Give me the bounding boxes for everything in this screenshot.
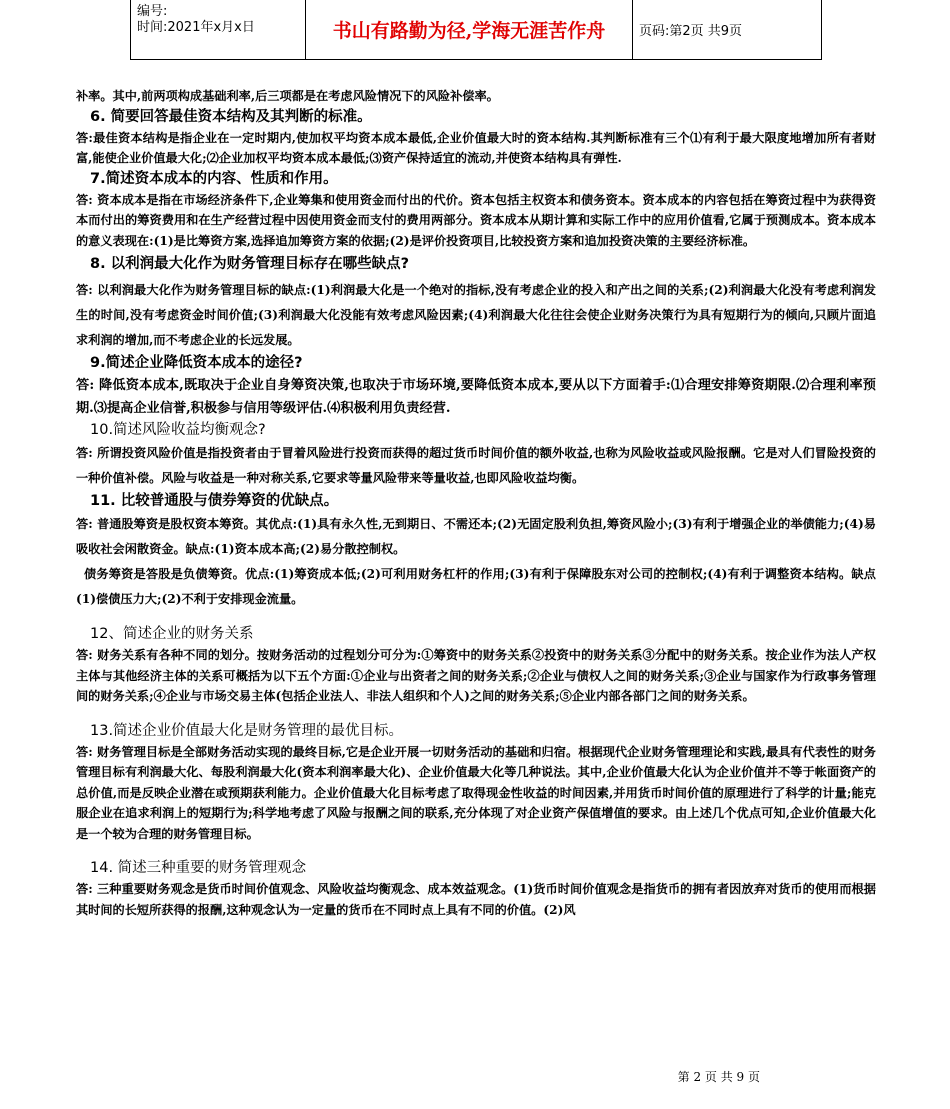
header-motto: 书山有路勤为径,学海无涯苦作舟 [306, 0, 633, 59]
answer-11-common-stock: 答: 普通股筹资是股权资本筹资。其优点:(1)具有永久性,无到期日、不需还本;(2)无固定股利负担,筹资风险小;(3)有利于增强企业的举债能力;(4)易吸收社会闲散资金。缺点:(1)资本成本高;(2)易分散控制权。 [76, 517, 876, 556]
header-meta [131, 0, 306, 59]
answer-13: 答: 财务管理目标是全部财务活动实现的最终目标,它是企业开展一切财务活动的基础和归宿。根据现代企业财务管理理论和实践,最具有代表性的财务管理目标有利润最大化、每股利润最大化(资本利润率最大化)、企业价值最大化等几种说法。其中,企业价值最大化认为企业价值并不等于帐面资产的总价值,而是反映企业潜在或预期获利能力。企业价值最大化目标考虑了取得现金性收益的时间因素,并用货币时间价值的原理进行了科学的计量;能克服企业在追求利润上的短期行为;科学地考虑了风险与报酬之间的联系,充分体现了对企业资产保值增值的要求。由上述几个优点可知,企业价值最大化是一个较为合理的财务管理目标。 [76, 744, 876, 841]
question-12: 12、简述企业的财务关系 [90, 626, 254, 642]
page-footer: 第 2 页 共 9 页 [677, 1070, 760, 1084]
answer-14: 答: 三种重要财务观念是货币时间价值观念、风险收益均衡观念、成本效益观念。(1)货币时间价值观念是指货币的拥有者因放弃对货币的使用而根据其时间的长短所获得的报酬,这种观念认为一定量的货币在不同时点上具有不同的价值。(2)风 [76, 882, 876, 917]
number-label: 编号: [137, 4, 168, 19]
question-10: 10.简述风险收益均衡观念? [90, 422, 266, 438]
answer-11-bonds: 债务筹资是答股是负债筹资。优点:(1)筹资成本低;(2)可利用财务杠杆的作用;(3)有利于保障股东对公司的控制权;(4)有利于调整资本结构。缺点(1)偿债压力大;(2)不利于安排现金流量。 [76, 567, 876, 606]
question-8: 8. 以利润最大化作为财务管理目标存在哪些缺点? [90, 256, 410, 272]
question-13: 13.简述企业价值最大化是财务管理的最优目标。 [90, 722, 404, 739]
question-14: 14. 简述三种重要的财务管理观念 [90, 860, 307, 876]
question-11: 11. 比较普通股与债券筹资的优缺点。 [90, 493, 339, 509]
question-7: 7.简述资本成本的内容、性质和作用。 [90, 170, 338, 187]
answer-12: 答: 财务关系有各种不同的划分。按财务活动的过程划分可分为:①筹资中的财务关系②投资中的财务关系③分配中的财务关系。按企业作为法人产权主体与其他经济主体的关系可概括为以下五个方面:①企业与出资者之间的财务关系;②企业与债权人之间的财务关系;③企业与国家作为行政事务管理间的财务关系;④企业与市场交易主体(包括企业法人、非法人组织和个人)之间的财务关系;⑤企业内部各部门之间的财务关系。 [76, 648, 876, 703]
answer-7: 答: 资本成本是指在市场经济条件下,企业筹集和使用资金而付出的代价。资本包括主权资本和债务资本。资本成本的内容包括在筹资过程中为获得资本而付出的筹资费用和在生产经营过程中因使用资金而支付的费用两部分。资本成本从期计算和实际工作中的应用价值看,它属于预测成本。资本成本的意义表现在:(1)是比筹资方案,选择追加筹资方案的依据;(2)是评价投资项目,比较投资方案和追加投资决策的主要经济标准。 [76, 192, 876, 248]
document-body [76, 86, 876, 920]
question-6: 6. 简要回答最佳资本结构及其判断的标准。 [90, 108, 372, 125]
answer-8: 答: 以利润最大化作为财务管理目标的缺点:(1)利润最大化是一个绝对的指标,没有考虑企业的投入和产出之间的关系;(2)利润最大化没有考虑利润发生的时间,没有考虑资金时间价值;(3)利润最大化没能有效考虑风险因素;(4)利润最大化往往会使企业财务决策行为具有短期行为的倾向,只顾片面追求利润的增加,而不考虑企业的长远发展。 [76, 283, 876, 347]
answer-10: 答: 所谓投资风险价值是指投资者由于冒着风险进行投资而获得的超过货币时间价值的额外收益,也称为风险收益或风险报酬。它是对人们冒险投资的一种价值补偿。风险与收益是一种对称关系,它要求等量风险带来等量收益,也即风险收益均衡。 [76, 446, 876, 485]
header-page-label: 页码:第2页 共9页 [639, 24, 743, 39]
answer-9: 答: 降低资本成本,既取决于企业自身筹资决策,也取决于市场环境,要降低资本成本,要从以下方面着手:⑴合理安排筹资期限.⑵合理利率预期.⑶提高企业信誉,积极参与信用等级评估.⑷积极利用负责经营. [76, 378, 876, 416]
page-header [130, 0, 822, 60]
question-9: 9.简述企业降低资本成本的途径? [90, 355, 303, 371]
answer-6: 答:最佳资本结构是指企业在一定时期内,使加权平均资本成本最低,企业价值最大时的资本结构.其判断标准有三个⑴有利于最大限度地增加所有者财富,能使企业价值最大化;⑵企业加权平均资本成本最低;⑶资产保持适宜的流动,并使资本结构具有弹性. [76, 130, 876, 165]
paragraph-continuation: 补率。其中,前两项构成基础利率,后三项都是在考虑风险情况下的风险补偿率。 [76, 89, 499, 103]
time-label: 时间:2021年x月x日 [137, 20, 255, 35]
